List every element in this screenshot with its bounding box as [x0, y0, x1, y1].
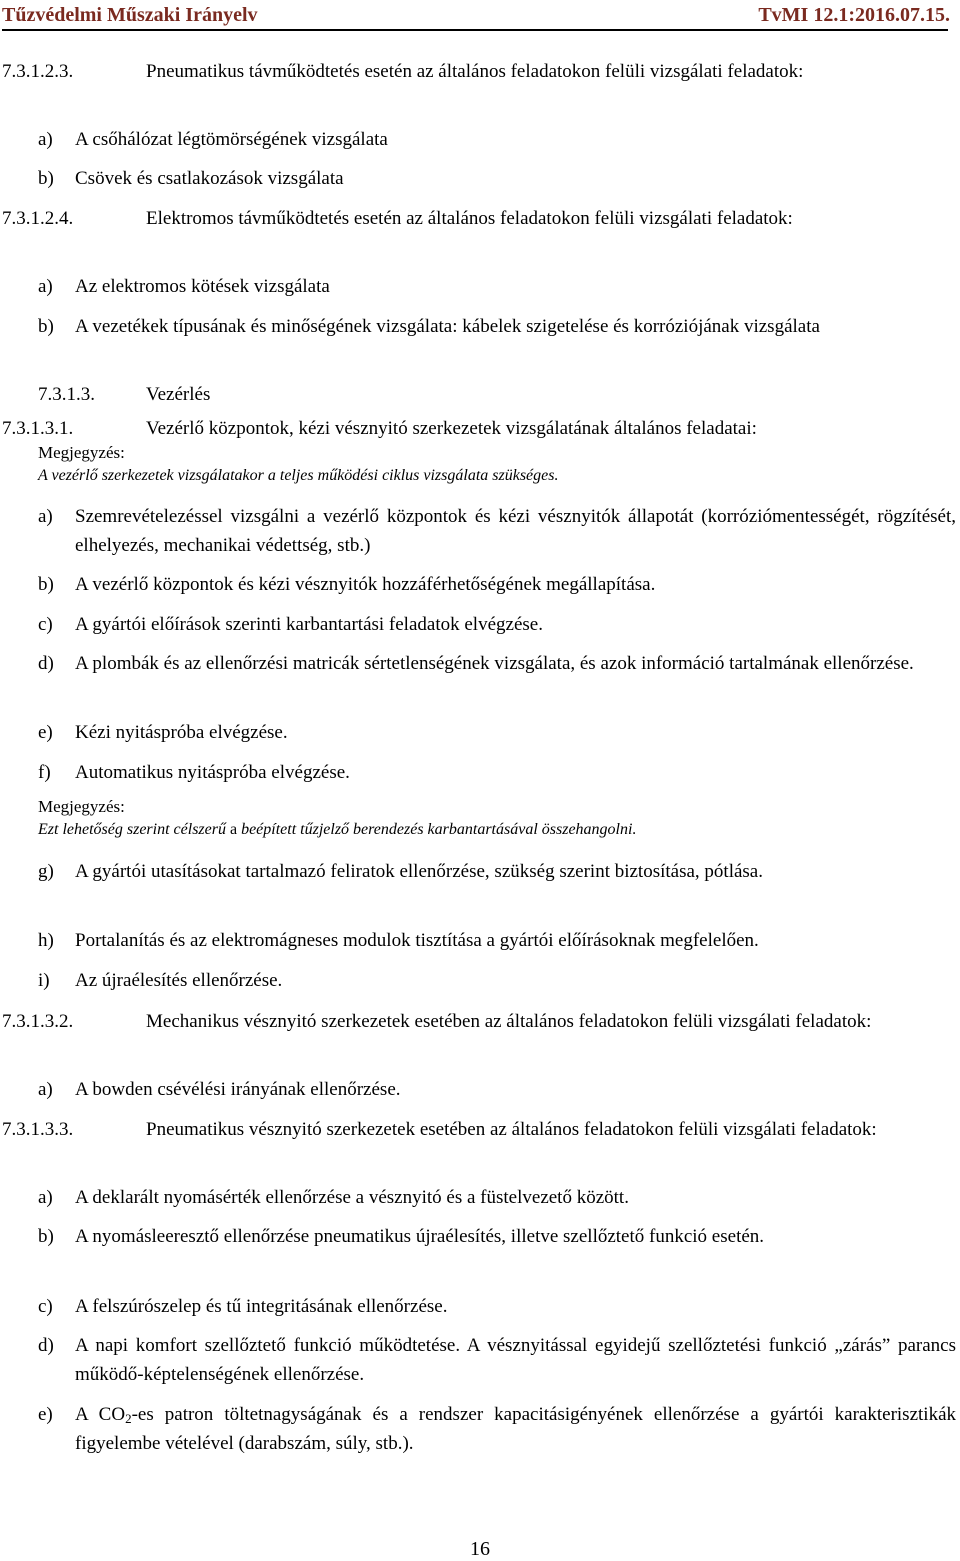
note-heading: Megjegyzés: — [38, 797, 125, 816]
list-item-text: Csövek és csatlakozások vizsgálata — [75, 168, 344, 189]
list-item-text: A csőhálózat légtömörségének vizsgálata — [75, 129, 388, 150]
text-part: A CO — [75, 1404, 126, 1425]
note-body: A vezérlő szerkezetek vizsgálatakor a teljes működési ciklus vizsgálata szükséges. — [38, 467, 559, 484]
section-number: 7.3.1.3.1. — [2, 418, 74, 439]
list-item-text: A vezérlő központok és kézi vésznyitók hozzáférhetőségének megállapítása. — [75, 574, 656, 595]
list-item-label: i) — [38, 970, 50, 991]
section-number: 7.3.1.3. — [38, 384, 95, 405]
list-item-label: a) — [38, 129, 53, 150]
page-header — [2, 1, 948, 31]
section-number: 7.3.1.3.3. — [2, 1119, 74, 1140]
list-item-text: Kézi nyitáspróba elvégzése. — [75, 722, 288, 743]
list-item-label: a) — [38, 506, 53, 527]
list-item-text: Szemrevételezéssel vizsgálni a vezérlő központok és kézi vésznyitók állapotát (korróziómentességét, rögzítését, elhelyezés, mechanikai védettség, stb.) — [75, 506, 956, 556]
list-item-label: a) — [38, 276, 53, 297]
list-item-label: c) — [38, 1296, 53, 1317]
list-item-label: b) — [38, 168, 54, 189]
list-item-text: A plombák és az ellenőrzési matricák sértetlenségének vizsgálata, és azok információ tartalmának ellenőrzése. — [75, 653, 914, 674]
text-part: -es patron töltetnagyságának és a rendszer kapacitásigényének ellenőrzése a gyártói karakterisztikák figyelembe vételével (darabszám, súly, stb.). — [75, 1404, 956, 1454]
list-item-label: g) — [38, 861, 54, 882]
note-heading: Megjegyzés: — [38, 443, 125, 462]
section-title: Vezérlés — [146, 384, 211, 405]
list-item-label: b) — [38, 1226, 54, 1247]
list-item-text: A bowden csévélési irányának ellenőrzése. — [75, 1079, 401, 1100]
section-number: 7.3.1.3.2. — [2, 1011, 74, 1032]
list-item-text: A deklarált nyomásérték ellenőrzése a vésznyitó és a füstelvezető között. — [75, 1187, 629, 1208]
section-number: 7.3.1.2.3. — [2, 61, 74, 82]
list-item-label: e) — [38, 1404, 53, 1425]
note-body — [38, 819, 636, 841]
section-text: Pneumatikus vésznyitó szerkezetek esetében az általános feladatokon felüli vizsgálati feladatok: — [146, 1119, 877, 1140]
list-item-text: A gyártói utasításokat tartalmazó feliratok ellenőrzése, szükség szerint biztosítása, pótlása. — [75, 861, 763, 882]
list-item-label: e) — [38, 722, 53, 743]
list-item-text: A nyomásleeresztő ellenőrzése pneumatikus újraélesítés, illetve szellőztető funkció esetén. — [75, 1226, 765, 1247]
list-item-text: Automatikus nyitáspróba elvégzése. — [75, 762, 350, 783]
list-item-text: A vezetékek típusának és minőségének vizsgálata: kábelek szigetelése és korróziójának vizsgálata — [75, 316, 820, 337]
list-item-text: Az elektromos kötések vizsgálata — [75, 276, 330, 297]
list-item-text — [75, 1400, 956, 1458]
section-text: Vezérlő központok, kézi vésznyitó szerkezetek vizsgálatának általános feladatai: — [146, 418, 757, 439]
section-number: 7.3.1.2.4. — [2, 208, 74, 229]
section-text: Mechanikus vésznyitó szerkezetek esetében az általános feladatokon felüli vizsgálati feladatok: — [146, 1011, 872, 1032]
list-item-text: A felszúrószelep és tű integritásának ellenőrzése. — [75, 1296, 448, 1317]
list-item-label: d) — [38, 653, 54, 674]
header-document-id: TvMI 12.1:2016.07.15. — [758, 4, 950, 26]
list-item-label: d) — [38, 1335, 54, 1356]
list-item-label: a) — [38, 1187, 53, 1208]
list-item-label: b) — [38, 316, 54, 337]
list-item-label: c) — [38, 614, 53, 635]
list-item-text: A gyártói előírások szerinti karbantartási feladatok elvégzése. — [75, 614, 543, 635]
list-item-text: Az újraélesítés ellenőrzése. — [75, 970, 283, 991]
list-item-label: f) — [38, 762, 51, 783]
note-body-part: Ezt lehetőség szerint célszerű — [38, 821, 226, 838]
list-item-label: a) — [38, 1079, 53, 1100]
section-text: Elektromos távműködtetés esetén az általános feladatokon felüli vizsgálati feladatok: — [146, 208, 793, 229]
header-title: Tűzvédelmi Műszaki Irányelv — [2, 4, 258, 26]
list-item-label: h) — [38, 930, 54, 951]
list-item-text: Portalanítás és az elektromágneses modulok tisztítása a gyártói előírásoknak megfelelően. — [75, 930, 759, 951]
page-number: 16 — [470, 1538, 490, 1560]
note-body-part: beépített tűzjelző berendezés karbantartásával összehangolni. — [241, 821, 637, 838]
list-item-label: b) — [38, 574, 54, 595]
list-item-text: A napi komfort szellőztető funkció működtetése. A vésznyitással egyidejű szellőztetési funkció „zárás” parancs működő-képtelenségének ellenőrzése. — [75, 1335, 956, 1385]
note-body-part: a — [229, 821, 238, 838]
subscript: 2 — [125, 1411, 132, 1426]
section-text: Pneumatikus távműködtetés esetén az általános feladatokon felüli vizsgálati feladatok: — [146, 61, 804, 82]
